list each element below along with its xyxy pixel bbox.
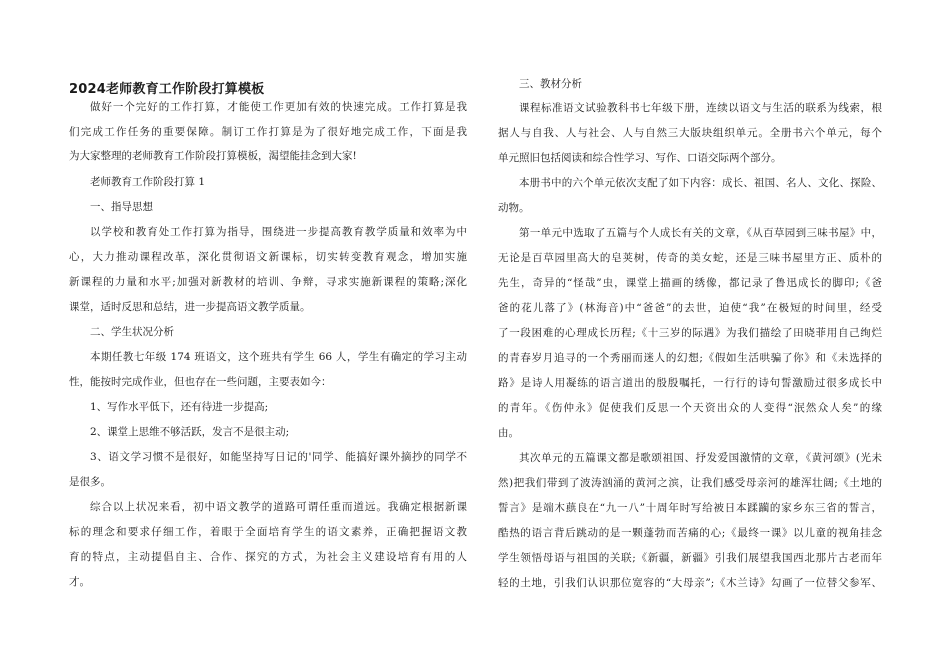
intro-line-1: 做好一个完好的工作打算，才能使工作更加有效的快速完成。工作打算是我 [90,101,467,113]
section-heading-materials: 三、教材分析 [519,78,582,90]
unit2-line-6: 轻的土地，引我们认识那位宽容的“大母亲”;《木兰诗》勾画了一位替父参军、 [498,577,882,589]
unit1-line-9: 由。 [498,427,519,439]
unit1-line-4: 爸的花儿落了》(林海音)中“爸爸”的去世，迫使“我”在极短的时间里，经受 [498,302,882,314]
unit2-line-3: 誓言》是端木蕻良在“九一八”十周年时写给被日本蹂躏的家乡东三省的誓言， [498,502,882,514]
intro-line-2: 们完成工作任务的重要保障。制订工作打算是为了很好地完成工作，下面是我 [69,126,467,138]
unit2-line-1: 其次单元的五篇课文都是歌颂祖国、抒发爱国激情的文章，《黄河颂》(光未 [519,452,882,464]
unit2-line-4: 酷热的语言背后跳动的是一颗蓬勃而苦痛的心;《最终一课》以儿童的视角挂念 [498,527,882,539]
students-item-3: 3、语文学习惯不是很好，如能坚持写日记的'同学、能搞好课外摘抄的同学不 [90,451,467,463]
unit1-line-6: 的青春岁月追寻的一个秀丽而迷人的幻想;《假如生活哄骗了你》和《未选择的 [498,352,882,364]
students-item-3-cont: 是很多。 [69,476,111,488]
unit2-line-5: 学生领悟母语与祖国的关联;《新疆，新疆》引我们展望我国西北那片古老而年 [498,552,882,564]
section-heading-guiding: 一、指导思想 [90,201,153,213]
summary-line-3: 育的特点，主动提倡自主、合作、探究的方式，为社会主义建设培育有用的人 [69,551,467,563]
students-line-1: 本期任教七年级 174 班语文，这个班共有学生 66 人，学生有确定的学习主动 [90,351,467,363]
materials-line-3: 单元照旧包括阅读和综合性学习、写作、口语交际两个部分。 [498,152,782,164]
guiding-line-1: 以学校和教育处工作打算为指导，围绕进一步提高教育教学质量和效率为中 [90,226,467,238]
materials-line-1: 课程标准语文试验教科书七年级下册，连续以语文与生活的联系为线索，根 [519,102,882,114]
unit1-line-7: 路》是诗人用凝练的语言道出的殷殷嘱托，一行行的诗句誓激励过很多成长中 [498,377,882,389]
unit1-line-8: 的青年。《伤仲永》促使我们反思一个天资出众的人变得“泯然众人矣”的缘 [498,402,882,414]
summary-line-4: 才。 [69,576,90,588]
guiding-line-4: 课堂，适时反思和总结，进一步提高语文教学质量。 [69,301,311,313]
unit1-line-3: 先生，奇异的“怪哉”虫，课堂上描画的绣像，都记录了鲁迅成长的脚印;《爸 [498,277,882,289]
unit1-line-5: 了一段困难的心理成长历程;《十三岁的际遇》为我们描绘了田晓菲用自己绚烂 [498,327,882,339]
guiding-line-3: 新课程的力量和水平;加强对新教材的培训、争辩，寻求实施新课程的策略;深化 [69,276,467,288]
section-subtitle: 老师教育工作阶段打算 1 [90,176,206,188]
unit2-line-2: 然)把我们带到了波涛汹涌的黄河之滨，让我们感受母亲河的雄浑壮阔;《土地的 [498,477,882,489]
units-line-1: 本册书中的六个单元依次支配了如下内容：成长、祖国、名人、文化、探险、 [519,177,882,189]
materials-line-2: 据人与自我、人与社会、人与自然三大版块组织单元。全册书六个单元，每个 [498,127,882,139]
document-title: 2024老师教育工作阶段打算模板 [69,82,265,97]
students-line-2: 性，能按时完成作业，但也存在一些问题，主要表如今： [69,376,332,388]
summary-line-2: 标的理念和要求仔细工作，着眼于全面培育学生的语文素养，正确把握语文教 [69,526,467,538]
students-item-2: 2、课堂上思维不够活跃，发言不是很主动; [90,426,290,438]
section-heading-students: 二、学生状况分析 [90,326,174,338]
unit1-line-2: 无论是百草园里高大的皂荚树，传奇的美女蛇，还是三味书屋里方正、质朴的 [498,252,882,264]
guiding-line-2: 心，大力推动课程改革，深化贯彻语文新课标，切实转变教育观念，增加实施 [69,251,467,263]
summary-line-1: 综合以上状况来看，初中语文教学的道路可谓任重而道远。我确定根据新课 [90,501,467,513]
units-line-2: 动物。 [498,202,530,214]
students-item-1: 1、写作水平低下，还有待进一步提高; [90,401,269,413]
intro-line-3: 为大家整理的老师教育工作阶段打算模板，渴望能挂念到大家! [69,150,357,162]
unit1-line-1: 第一单元中选取了五篇与个人成长有关的文章，《从百草园到三味书屋》中， [519,227,882,239]
